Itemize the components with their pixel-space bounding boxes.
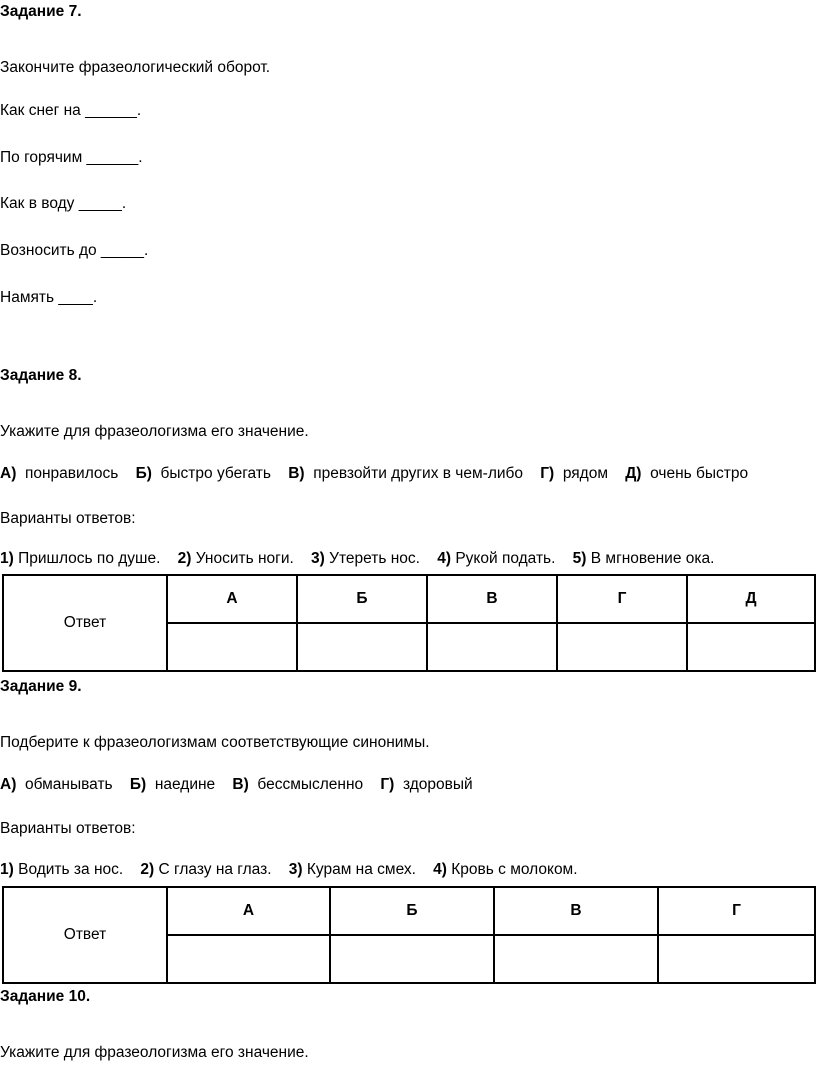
variant-text: Утереть нос. (329, 550, 420, 567)
meaning-key: В) (232, 776, 249, 793)
answer-cell[interactable] (297, 623, 427, 671)
task9-meanings (0, 775, 473, 795)
task9-title: Задание 9. (0, 678, 82, 695)
meaning-key: А) (0, 776, 17, 793)
meaning-key: А) (0, 465, 17, 482)
variant-num: 1) (0, 861, 14, 878)
task7-title: Задание 7. (0, 3, 82, 20)
answer-cell[interactable] (167, 623, 297, 671)
meaning-key: Г) (380, 776, 395, 793)
variant-text: Рукой подать. (455, 550, 556, 567)
task9-variants (0, 860, 578, 880)
variant-num: 1) (0, 550, 14, 567)
meaning-text: рядом (562, 465, 609, 482)
task8-answer-table (2, 574, 816, 672)
variant-num: 4) (437, 550, 452, 567)
meaning-text: превзойти других в чем-либо (313, 465, 524, 482)
meaning-text: обманывать (24, 776, 113, 793)
column-header: В (494, 887, 658, 935)
task8-variants-label: Варианты ответов: (0, 510, 136, 527)
meaning-text: очень быстро (650, 465, 749, 482)
variant-num: 5) (572, 550, 587, 567)
meaning-key: Б) (129, 776, 147, 793)
task9-answer-table (2, 886, 816, 984)
task7-item: Как снег на ______. (0, 102, 142, 119)
task7-item: Как в воду _____. (0, 195, 127, 212)
task7-item: По горячим ______. (0, 149, 143, 166)
variant-num: 2) (140, 861, 155, 878)
answer-cell[interactable] (658, 935, 815, 983)
variant-text: Уносить ноги. (195, 550, 294, 567)
variant-num: 3) (288, 861, 303, 878)
task8-title: Задание 8. (0, 367, 82, 384)
column-header: В (427, 575, 557, 623)
column-header: Б (297, 575, 427, 623)
column-header: А (167, 575, 297, 623)
answer-cell[interactable] (427, 623, 557, 671)
meaning-key: Д) (625, 465, 642, 482)
answer-cell[interactable] (494, 935, 658, 983)
variant-text: В мгновение ока. (590, 550, 715, 567)
task10-title: Задание 10. (0, 988, 91, 1005)
meaning-key: Г) (540, 465, 555, 482)
column-header: Г (557, 575, 687, 623)
variant-num: 4) (433, 861, 447, 878)
task8-instruction: Укажите для фразеологизма его значение. (0, 423, 309, 440)
meaning-key: Б) (135, 465, 152, 482)
answer-cell[interactable] (330, 935, 494, 983)
task7-item: Возносить до _____. (0, 242, 149, 259)
task9-variants-label: Варианты ответов: (0, 820, 136, 837)
variant-text: Кровь с молоком. (451, 861, 578, 878)
meaning-text: понравилось (24, 465, 119, 482)
variant-num: 3) (311, 550, 325, 567)
answer-cell[interactable] (687, 623, 815, 671)
task8-meanings (0, 464, 748, 484)
task7-instruction: Закончите фразеологический оборот. (0, 59, 271, 76)
variant-text: Водить за нос. (18, 861, 124, 878)
task7-item: Намять ____. (0, 289, 98, 306)
column-header: Г (658, 887, 815, 935)
meaning-text: здоровый (402, 776, 473, 793)
answer-cell[interactable] (557, 623, 687, 671)
task8-variants (0, 549, 714, 569)
variant-num: 2) (177, 550, 192, 567)
task10-instruction: Укажите для фразеологизма его значение. (0, 1044, 309, 1061)
answer-label: Ответ (3, 887, 167, 983)
meaning-text: бессмысленно (257, 776, 364, 793)
answer-label: Ответ (3, 575, 167, 671)
answer-cell[interactable] (167, 935, 330, 983)
variant-text: Курам на смех. (306, 861, 416, 878)
column-header: Б (330, 887, 494, 935)
task9-instruction: Подберите к фразеологизмам соответствующие синонимы. (0, 734, 430, 751)
meaning-key: В) (288, 465, 305, 482)
meaning-text: наедине (154, 776, 216, 793)
variant-text: С глазу на глаз. (158, 861, 272, 878)
meaning-text: быстро убегать (160, 465, 271, 482)
variant-text: Пришлось по душе. (18, 550, 161, 567)
column-header: А (167, 887, 330, 935)
column-header: Д (687, 575, 815, 623)
